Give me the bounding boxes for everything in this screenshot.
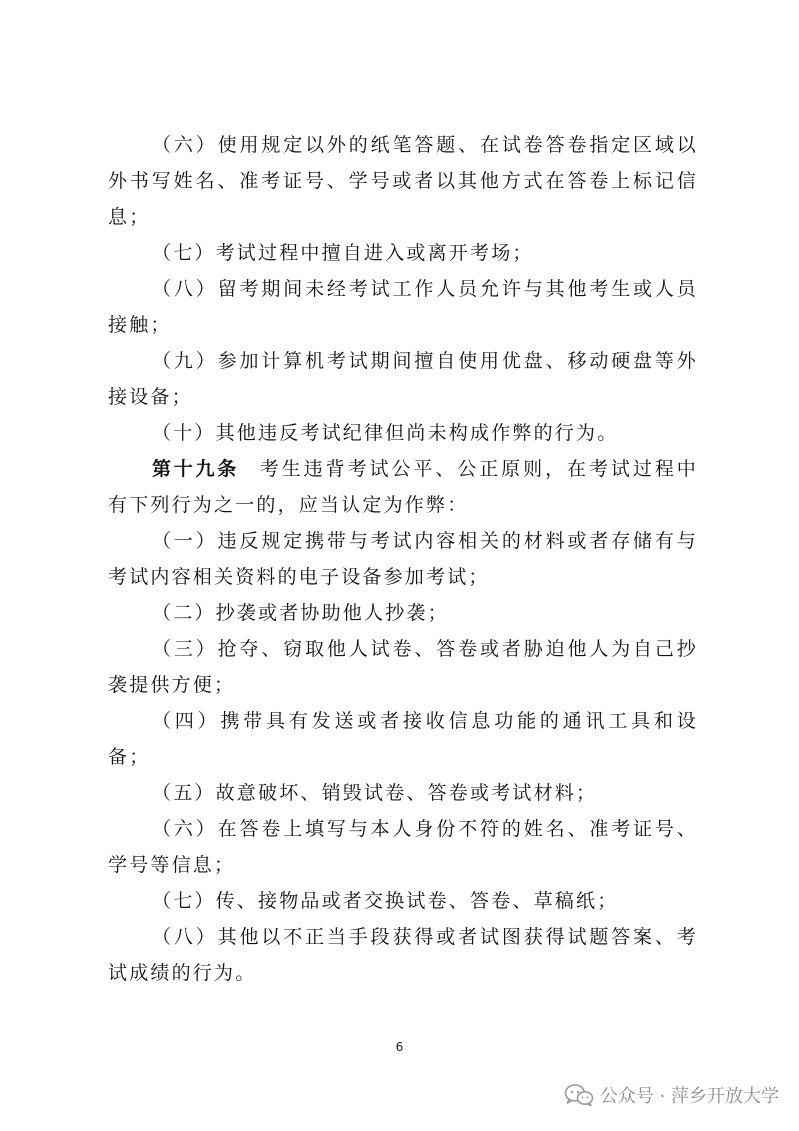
clause-paragraph: （五）故意破坏、销毁试卷、答卷或考试材料； (152, 782, 598, 804)
clause-paragraph: （八）留考期间未经考试工作人员允许与其他考生或人员接触； (108, 278, 698, 336)
clause-paragraph: （七）考试过程中擅自进入或离开考场； (152, 242, 534, 264)
document-body (108, 127, 698, 991)
clause-paragraph: （三）抢夺、窃取他人试卷、答卷或者胁迫他人为自己抄袭提供方便； (108, 638, 698, 696)
clause-paragraph: （六）在答卷上填写与本人身份不符的姓名、准考证号、学号等信息； (108, 818, 698, 876)
article-text: 考生违背考试公平、公正原则，在考试过程中有下列行为之一的，应当认定为作弊： (108, 458, 698, 516)
clause-paragraph: （一）违反规定携带与考试内容相关的材料或者存储有与考试内容相关资料的电子设备参加考试； (108, 530, 698, 588)
clause-paragraph: （二）抄袭或者协助他人抄袭； (152, 602, 449, 624)
page-number: 6 (395, 1040, 404, 1054)
clause-paragraph: （六）使用规定以外的纸笔答题、在试卷答卷指定区域以外书写姓名、准考证号、学号或者以其他方式在答卷上标记信息； (108, 134, 698, 228)
watermark-text: 公众号 · 萍乡开放大学 (599, 1086, 779, 1107)
clause-paragraph: （七）传、接物品或者交换试卷、答卷、草稿纸； (152, 890, 619, 912)
watermark (564, 1082, 779, 1108)
clause-paragraph: （四）携带具有发送或者接收信息功能的通讯工具和设备； (108, 710, 698, 768)
clause-paragraph: （十）其他违反考试纪律但尚未构成作弊的行为。 (152, 422, 619, 444)
wechat-icon (564, 1083, 594, 1107)
clause-paragraph: （八）其他以不正当手段获得或者试图获得试题答案、考试成绩的行为。 (108, 926, 698, 984)
clause-paragraph: （九）参加计算机考试期间擅自使用优盘、移动硬盘等外接设备； (108, 350, 698, 408)
article-number: 第十九条 (152, 458, 239, 480)
article-paragraph (108, 451, 698, 523)
